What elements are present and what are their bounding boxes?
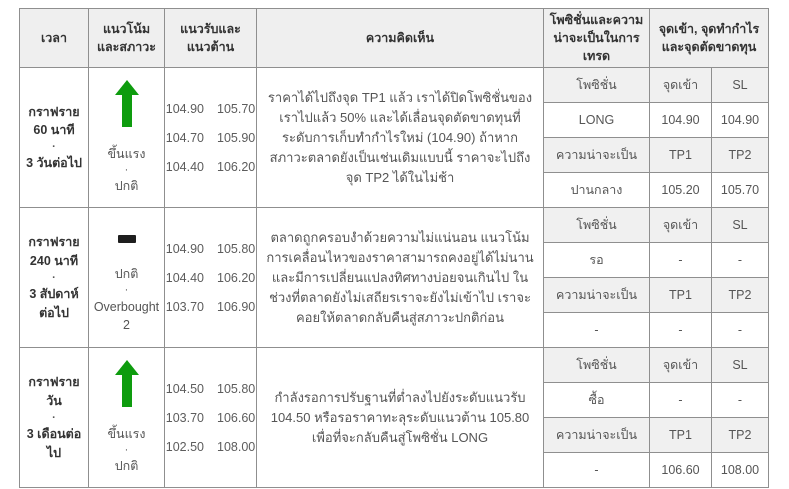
probability-value: ปานกลาง bbox=[544, 173, 650, 208]
support-value: 104.90 bbox=[165, 101, 204, 116]
sub-header-position: โพซิชั่น bbox=[544, 348, 650, 383]
trend-cell bbox=[89, 68, 165, 208]
resistance-value: 105.80 bbox=[217, 241, 256, 256]
sub-header-sl: SL bbox=[712, 348, 769, 383]
sub-header-sl: SL bbox=[712, 68, 769, 103]
position-value: ซื้อ bbox=[544, 383, 650, 418]
sub-header-sl: SL bbox=[712, 208, 769, 243]
timeframe-label: กราฟรายวัน bbox=[28, 375, 80, 409]
support-value: 104.50 bbox=[165, 381, 204, 396]
table-row bbox=[20, 68, 769, 103]
analysis-table-container bbox=[19, 8, 769, 488]
trend-cell bbox=[89, 208, 165, 348]
horizon-label: 3 เดือนต่อไป bbox=[26, 426, 82, 460]
resistance-value: 105.80 bbox=[217, 381, 256, 396]
level-pair bbox=[165, 382, 256, 396]
level-pair bbox=[165, 242, 256, 256]
level-pair bbox=[165, 300, 256, 314]
comment-cell: ราคาได้ไปถึงจุด TP1 แล้ว เราได้ปิดโพซิชั่นของเราไปแล้ว 50% และได้เลื่อนจุดตัดขาดทุนที่ระดับการเก็บทำกำไรใหม่ (104.90) ถ้าหากสภาวะตลาดยังเป็นเช่นเดิมแบบนี้ ราคาจะไปถึงจุด TP2 ได้ในไม่ช้า bbox=[257, 68, 544, 208]
separator-dot: · bbox=[124, 444, 129, 457]
resistance-value: 105.90 bbox=[217, 130, 256, 145]
trend-condition-label: Overbought 2 bbox=[93, 299, 160, 333]
sub-header-tp1: TP1 bbox=[650, 138, 712, 173]
table-row bbox=[20, 208, 769, 243]
level-pair bbox=[165, 271, 256, 285]
tp2-value: - bbox=[712, 313, 769, 348]
sub-header-tp1: TP1 bbox=[650, 278, 712, 313]
trend-condition-label: ปกติ bbox=[114, 459, 139, 474]
tp1-value: 105.20 bbox=[650, 173, 712, 208]
tp2-value: 105.70 bbox=[712, 173, 769, 208]
sl-value: - bbox=[712, 383, 769, 418]
support-resistance-cell bbox=[165, 208, 257, 348]
level-pair bbox=[165, 440, 256, 454]
separator-dot: · bbox=[124, 284, 129, 297]
up-arrow-icon bbox=[115, 80, 139, 127]
resistance-value: 106.60 bbox=[217, 410, 256, 425]
sub-header-probability: ความน่าจะเป็น bbox=[544, 278, 650, 313]
header-comment: ความคิดเห็น bbox=[257, 9, 544, 68]
tp2-value: 108.00 bbox=[712, 453, 769, 488]
header-time: เวลา bbox=[20, 9, 89, 68]
separator-dot: · bbox=[52, 411, 56, 424]
position-value: LONG bbox=[544, 103, 650, 138]
support-value: 102.50 bbox=[165, 439, 204, 454]
sub-header-tp2: TP2 bbox=[712, 418, 769, 453]
level-pair bbox=[165, 160, 256, 174]
position-value: รอ bbox=[544, 243, 650, 278]
flat-bar-icon bbox=[118, 235, 136, 243]
trend-strength-label: ขึ้นแรง bbox=[107, 146, 146, 161]
header-row bbox=[20, 9, 769, 68]
resistance-value: 106.20 bbox=[217, 159, 256, 174]
level-pair bbox=[165, 102, 256, 116]
trend-strength-label: ปกติ bbox=[114, 266, 139, 281]
support-value: 103.70 bbox=[165, 299, 204, 314]
resistance-value: 106.90 bbox=[217, 299, 256, 314]
sub-header-entry: จุดเข้า bbox=[650, 348, 712, 383]
entry-value: 104.90 bbox=[650, 103, 712, 138]
sub-header-position: โพซิชั่น bbox=[544, 68, 650, 103]
level-pair bbox=[165, 131, 256, 145]
support-value: 103.70 bbox=[165, 410, 204, 425]
timeframe-label: กราฟราย 60 นาที bbox=[28, 104, 80, 138]
header-position: โพซิชั่นและความน่าจะเป็นในการเทรด bbox=[544, 9, 650, 68]
support-resistance-cell bbox=[165, 348, 257, 488]
support-value: 104.40 bbox=[165, 270, 204, 285]
trend-strength-label: ขึ้นแรง bbox=[107, 426, 146, 441]
sub-header-tp2: TP2 bbox=[712, 278, 769, 313]
sub-header-probability: ความน่าจะเป็น bbox=[544, 418, 650, 453]
trading-analysis-table bbox=[19, 8, 769, 488]
probability-value: - bbox=[544, 313, 650, 348]
sub-header-entry: จุดเข้า bbox=[650, 68, 712, 103]
sub-header-probability: ความน่าจะเป็น bbox=[544, 138, 650, 173]
sub-header-entry: จุดเข้า bbox=[650, 208, 712, 243]
horizon-label: 3 วันต่อไป bbox=[26, 156, 82, 171]
comment-cell: ตลาดถูกครอบงำด้วยความไม่แน่นอน แนวโน้มการเคลื่อนไหวของราคาสามารถคงอยู่ได้ไม่นานและมีการเปลี่ยนแปลงทิศทางบ่อยจนเกินไป ในช่วงที่ตลาดยังไม่เสถียรเราจะยังไม่เข้าไป เราจะคอยให้ตลาดกลับคืนสู่สภาวะปกติก่อน bbox=[257, 208, 544, 348]
timeframe-cell bbox=[20, 348, 89, 488]
sl-value: 104.90 bbox=[712, 103, 769, 138]
up-arrow-icon bbox=[115, 360, 139, 407]
sl-value: - bbox=[712, 243, 769, 278]
header-trend: แนวโน้มและสภาวะ bbox=[89, 9, 165, 68]
resistance-value: 108.00 bbox=[217, 439, 256, 454]
support-resistance-cell bbox=[165, 68, 257, 208]
table-row bbox=[20, 348, 769, 383]
entry-value: - bbox=[650, 383, 712, 418]
tp1-value: 106.60 bbox=[650, 453, 712, 488]
trend-condition-label: ปกติ bbox=[114, 179, 139, 194]
header-entry-tp-sl: จุดเข้า, จุดทำกำไรและจุดตัดขาดทุน bbox=[650, 9, 769, 68]
comment-cell: กำลังรอการปรับฐานที่ต่ำลงไปยังระดับแนวรับ 104.50 หรือรอราคาทะลุระดับแนวต้าน 105.80 เพื่อที่จะกลับคืนสู่โพซิชั่น LONG bbox=[257, 348, 544, 488]
separator-dot: · bbox=[124, 164, 129, 177]
header-levels: แนวรับและแนวต้าน bbox=[165, 9, 257, 68]
support-value: 104.70 bbox=[165, 130, 204, 145]
timeframe-cell bbox=[20, 208, 89, 348]
timeframe-label: กราฟราย 240 นาที bbox=[28, 235, 80, 269]
trend-cell bbox=[89, 348, 165, 488]
sub-header-position: โพซิชั่น bbox=[544, 208, 650, 243]
support-value: 104.90 bbox=[165, 241, 204, 256]
timeframe-cell bbox=[20, 68, 89, 208]
tp1-value: - bbox=[650, 313, 712, 348]
horizon-label: 3 สัปดาห์ต่อไป bbox=[29, 286, 79, 320]
resistance-value: 105.70 bbox=[217, 101, 256, 116]
sub-header-tp2: TP2 bbox=[712, 138, 769, 173]
support-value: 104.40 bbox=[165, 159, 204, 174]
resistance-value: 106.20 bbox=[217, 270, 256, 285]
probability-value: - bbox=[544, 453, 650, 488]
level-pair bbox=[165, 411, 256, 425]
separator-dot: · bbox=[52, 271, 56, 284]
entry-value: - bbox=[650, 243, 712, 278]
separator-dot: · bbox=[52, 141, 56, 154]
sub-header-tp1: TP1 bbox=[650, 418, 712, 453]
